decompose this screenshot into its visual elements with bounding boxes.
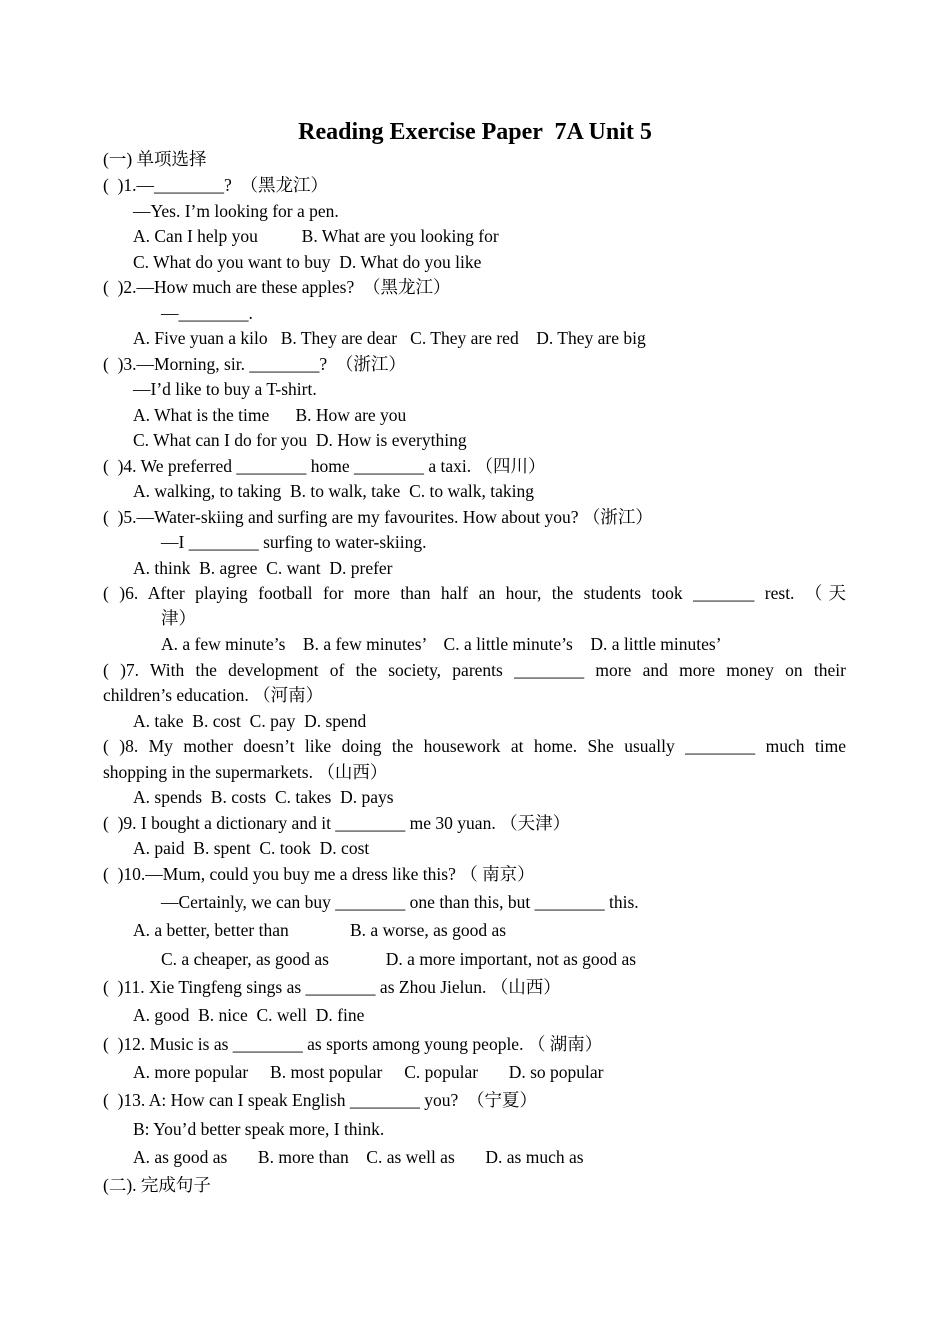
question-6: ( )6. After playing football for more than half an hour, the students took _______ rest. （天 (103, 583, 846, 603)
question-10-options-ab: A. a better, better than B. a worse, as good as (133, 920, 507, 940)
section-heading-complete-sentences: (二). 完成句子 (103, 1175, 211, 1195)
question-13-options: A. as good as B. more than C. as well as D. as much as (133, 1147, 584, 1167)
question-4: ( )4. We preferred ________ home ________ a taxi. （四川） (103, 456, 546, 476)
question-5: ( )5.—Water-skiing and surfing are my favourites. How about you? （浙江） (103, 507, 653, 527)
question-5-options: A. think B. agree C. want D. prefer (133, 558, 393, 578)
question-8-options: A. spends B. costs C. takes D. pays (133, 787, 394, 807)
question-12-options: A. more popular B. most popular C. popular D. so popular (133, 1062, 604, 1082)
question-3-options-ab: A. What is the time B. How are you (133, 405, 407, 425)
question-10-options-cd: C. a cheaper, as good as D. a more important, not as good as (161, 949, 637, 969)
question-12: ( )12. Music is as ________ as sports among young people. （ 湖南） (103, 1034, 603, 1054)
question-2-options: A. Five yuan a kilo B. They are dear C. They are red D. They are big (133, 328, 646, 348)
question-11-options: A. good B. nice C. well D. fine (133, 1005, 365, 1025)
question-11: ( )11. Xie Tingfeng sings as ________ as Zhou Jielun. （山西） (103, 977, 561, 997)
section-heading-multiple-choice: (一) 单项选择 (103, 149, 207, 169)
question-7-continued: children’s education. （河南） (103, 685, 324, 705)
question-2: ( )2.—How much are these apples? （黑龙江） (103, 277, 451, 297)
question-10-response: —Certainly, we can buy ________ one than this, but ________ this. (161, 892, 639, 912)
question-1-options-cd: C. What do you want to buy D. What do you like (133, 252, 482, 272)
question-13-response: B: You’d better speak more, I think. (133, 1119, 385, 1139)
question-1-response: —Yes. I’m looking for a pen. (133, 201, 339, 221)
question-3-response: —I’d like to buy a T-shirt. (133, 379, 317, 399)
question-5-response: —I ________ surfing to water-skiing. (161, 532, 427, 552)
question-7: ( )7. With the development of the society, parents ________ more and more money on their (103, 660, 846, 680)
question-9: ( )9. I bought a dictionary and it ________ me 30 yuan. （天津） (103, 813, 571, 833)
question-8: ( )8. My mother doesn’t like doing the housework at home. She usually ________ much time (103, 736, 846, 756)
question-10: ( )10.—Mum, could you buy me a dress like this? （ 南京） (103, 864, 535, 884)
question-2-response: —________. (161, 303, 253, 323)
question-1-options-ab: A. Can I help you B. What are you looking for (133, 226, 499, 246)
question-4-options: A. walking, to taking B. to walk, take C. to walk, taking (133, 481, 534, 501)
question-3: ( )3.—Morning, sir. ________? （浙江） (103, 354, 406, 374)
question-13: ( )13. A: How can I speak English ________ you? （宁夏） (103, 1090, 538, 1110)
question-6-continued: 津） (161, 608, 196, 628)
page-title: Reading Exercise Paper 7A Unit 5 (298, 119, 652, 145)
question-1: ( )1.—________? （黑龙江） (103, 175, 329, 195)
question-8-continued: shopping in the supermarkets. （山西） (103, 762, 388, 782)
question-6-options: A. a few minute’s B. a few minutes’ C. a little minute’s D. a little minutes’ (161, 634, 722, 654)
question-7-options: A. take B. cost C. pay D. spend (133, 711, 367, 731)
question-9-options: A. paid B. spent C. took D. cost (133, 838, 370, 858)
question-3-options-cd: C. What can I do for you D. How is everything (133, 430, 467, 450)
